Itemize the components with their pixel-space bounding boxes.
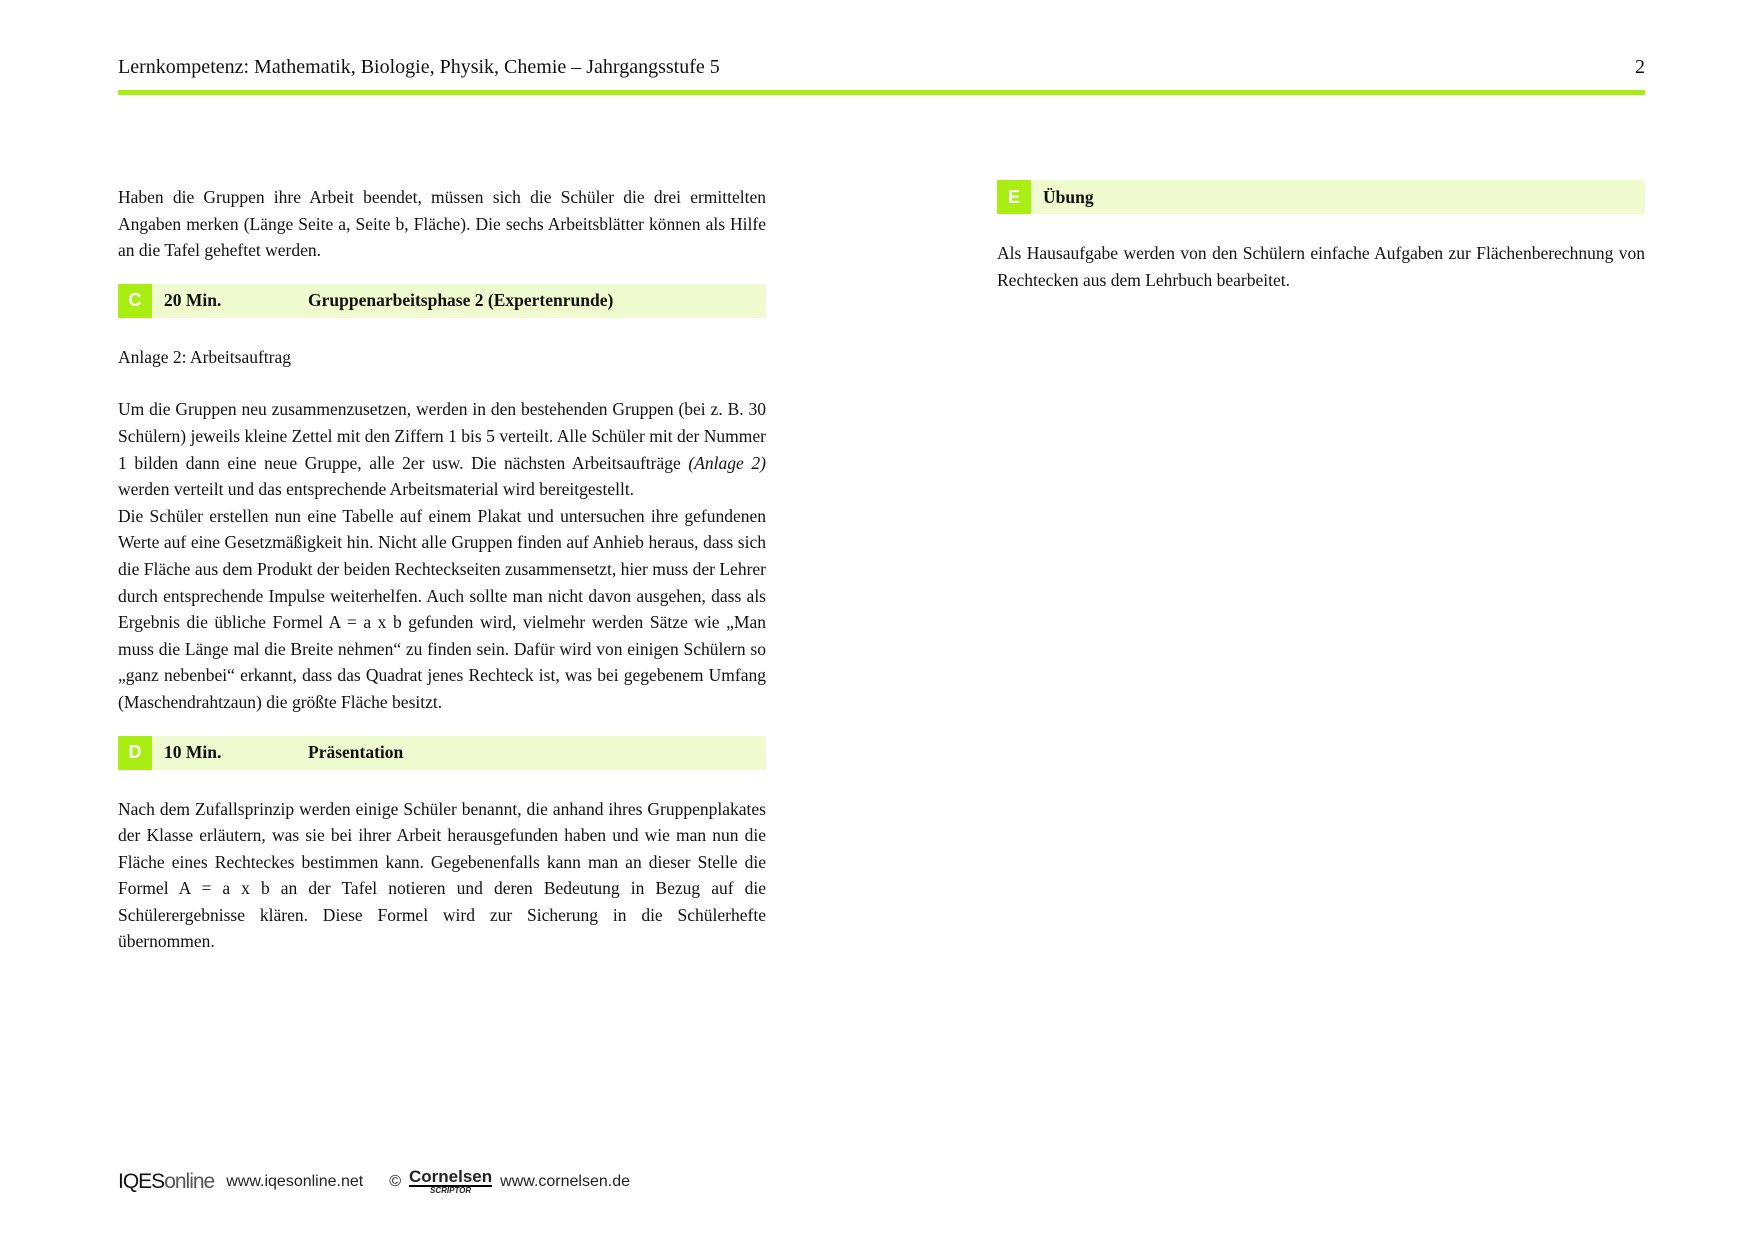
iqes-logo — [118, 1170, 214, 1194]
section-e-bar — [997, 180, 1645, 214]
left-column — [118, 184, 766, 955]
section-c-title: Gruppenarbeitsphase 2 (Expertenrunde) — [308, 290, 614, 311]
anlage-reference: (Anlage 2) — [688, 452, 767, 473]
section-c-paragraph-1 — [118, 396, 766, 502]
cornelsen-logo-text: Cornelsen — [409, 1167, 493, 1186]
document-title: Lernkompetenz: Mathematik, Biologie, Physik, Chemie – Jahrgangsstufe 5 — [118, 56, 720, 78]
text: werden verteilt und das entsprechende Arbeitsmaterial wird bereitgestellt. — [118, 479, 635, 500]
right-column — [997, 180, 1645, 293]
intro-paragraph: Haben die Gruppen ihre Arbeit beendet, müssen sich die Schüler die drei ermittelten Angaben merken (Länge Seite a, Seite b, Fläche). Die sechs Arbeitsblätter können als Hilfe an die Tafel geheftet werden. — [118, 187, 766, 261]
section-c-bar — [118, 284, 766, 318]
copyright-symbol: © — [389, 1172, 402, 1190]
iqes-url[interactable]: www.iqesonline.net — [226, 1172, 364, 1190]
section-d-bar — [118, 736, 766, 770]
page-header — [118, 56, 1645, 79]
section-c-paragraph-2: Die Schüler erstellen nun eine Tabelle auf einem Plakat und untersuchen ihre gefundenen Werte auf eine Gesetzmäßigkeit hin. Nicht alle Gruppen finden auf Anhieb heraus, dass sich die Fläche aus dem Produkt der beiden Rechteckseiten zusammensetzt, hier muss der Lehrer durch entsprechende Impulse weiterhelfen. Auch sollte man nicht davon ausgehen, dass als Ergebnis die übliche Formel A = a x b gefunden wird, vielmehr werden Sätze wie „Man muss die Länge mal die Breite nehmen“ zu finden sein. Dafür wird von einigen Schülern so „ganz nebenbei“ erkannt, dass das Quadrat jenes Rechteck ist, was bei gegebenem Umfang (Maschendrahtzaun) die größte Fläche besitzt. — [118, 505, 766, 712]
iqes-logo-text: IQES — [118, 1169, 165, 1193]
cornelsen-logo — [409, 1168, 492, 1195]
section-c-letter: C — [118, 284, 152, 318]
section-d-paragraph: Nach dem Zufallsprinzip werden einige Schüler benannt, die anhand ihres Gruppenplakates der Klasse erläutern, was sie bei ihrer Arbeit herausgefunden haben und wie man nun die Fläche eines Rechteckes bestimmen kann. Gegebenenfalls kann man an dieser Stelle die Formel A = a x b an der Tafel notieren und deren Bedeutung in Bezug auf die Schülerergebnisse klären. Diese Formel wird zur Sicherung in die Schülerhefte übernommen. — [118, 798, 766, 952]
section-e-paragraph: Als Hausaufgabe werden von den Schülern einfache Aufgaben zur Flächenberechnung von Rechtecken aus dem Lehrbuch bearbeitet. — [997, 243, 1645, 290]
page-number: 2 — [1635, 56, 1645, 78]
page-footer — [118, 1168, 630, 1195]
anlage-label: Anlage 2: Arbeitsauftrag — [118, 346, 292, 367]
section-d-time: 10 Min. — [164, 742, 222, 763]
section-e-title: Übung — [1043, 186, 1094, 207]
cornelsen-url[interactable]: www.cornelsen.de — [500, 1172, 630, 1190]
section-c-time: 20 Min. — [164, 290, 222, 311]
section-d-letter: D — [118, 736, 152, 770]
section-e-letter: E — [997, 180, 1031, 214]
scriptor-text: SCRIPTOR — [429, 1186, 472, 1195]
text: Um die Gruppen neu zusammenzusetzen, werden in den bestehenden Gruppen (bei z. B. 30 Schülern) jeweils kleine Zettel mit den Ziffern 1 bis 5 verteilt. Alle Schüler mit der Nummer 1 bilden dann eine neue Gruppe, alle 2er usw. Die nächsten Arbeitsaufträge — [118, 399, 766, 473]
iqes-logo-online: online — [164, 1169, 215, 1193]
header-rule — [118, 90, 1645, 95]
section-d-title: Präsentation — [308, 742, 404, 763]
